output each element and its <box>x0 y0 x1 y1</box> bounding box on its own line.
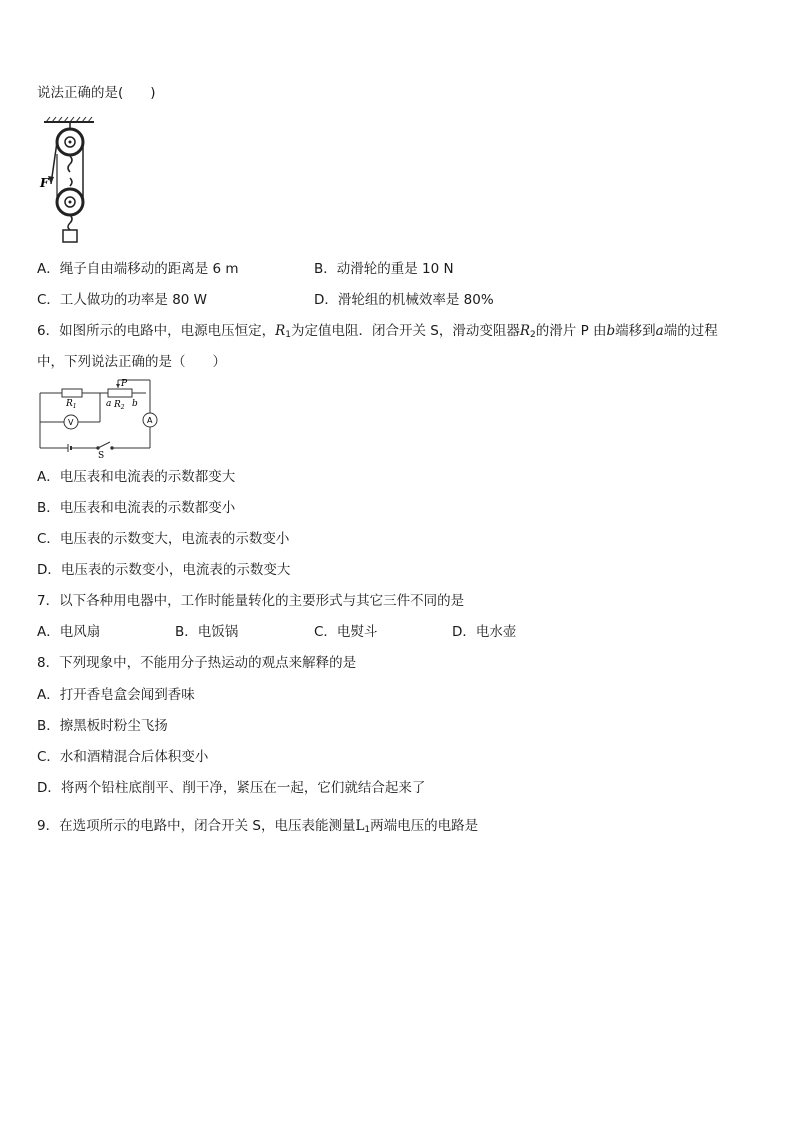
ammeter-label: A <box>147 416 153 425</box>
q5-option-a: A．绳子自由端移动的距离是 6 m <box>37 261 239 277</box>
q9-stem: 9．在选项所示的电路中，闭合开关 S，电压表能测量$L_1$两端电压的电路是 <box>37 818 479 835</box>
q8-option-a: A．打开香皂盒会闻到香味 <box>37 687 195 703</box>
q7-option-c: C．电熨斗 <box>314 624 378 640</box>
q6-option-c: C．电压表的示数变大，电流表的示数变小 <box>37 531 290 547</box>
force-label: F <box>40 176 49 190</box>
b-end-label: b <box>132 399 138 409</box>
circuit-diagram <box>38 376 162 461</box>
q6-option-b: B．电压表和电流表的示数都变小 <box>37 500 236 516</box>
q5-option-b: B．动滑轮的重是 10 N <box>314 261 454 277</box>
r2-label: $R_2$ <box>114 400 125 411</box>
q5-option-c: C．工人做功的功率是 80 W <box>37 292 208 308</box>
switch-blade <box>98 442 110 448</box>
q8-option-b: B．擦黑板时粉尘飞扬 <box>37 718 168 734</box>
q6-option-d: D．电压表的示数变小，电流表的示数变大 <box>37 562 291 578</box>
q5-stem-tail: 说法正确的是( ) <box>37 85 156 101</box>
q8-option-c: C．水和酒精混合后体积变小 <box>37 749 209 765</box>
load-block <box>63 230 77 242</box>
q7-stem: 7．以下各种用电器中，工作时能量转化的主要形式与其它三件不同的是 <box>37 593 465 609</box>
switch-label: S <box>98 451 105 461</box>
q8-option-d: D．将两个铅柱底削平、削干净，紧压在一起，它们就结合起来了 <box>37 780 426 796</box>
p-label: P <box>121 379 128 389</box>
q7-option-d: D．电水壶 <box>452 624 517 640</box>
r2-rheostat <box>108 389 132 397</box>
r1-label: $R_1$ <box>66 399 77 410</box>
q6-option-a: A．电压表和电流表的示数都变大 <box>37 469 236 485</box>
q5-option-d: D．滑轮组的机械效率是 80% <box>314 292 494 308</box>
pulley-diagram <box>36 114 106 244</box>
q7-option-a: A．电风扇 <box>37 624 101 640</box>
q6-stem-line2: 中，下列说法正确的是（ ） <box>37 354 226 370</box>
voltmeter-label: V <box>68 418 74 427</box>
q7-option-b: B．电饭锅 <box>175 624 239 640</box>
a-end-label: a <box>106 399 112 409</box>
q8-stem: 8．下列现象中，不能用分子热运动的观点来解释的是 <box>37 655 357 671</box>
q6-stem-line1: 6．如图所示的电路中，电源电压恒定，$R_1$为定值电阻．闭合开关 S，滑动变阻器$R_2$的滑片 P 由b端移到a端的过程 <box>37 323 718 340</box>
r1-resistor <box>62 389 82 397</box>
